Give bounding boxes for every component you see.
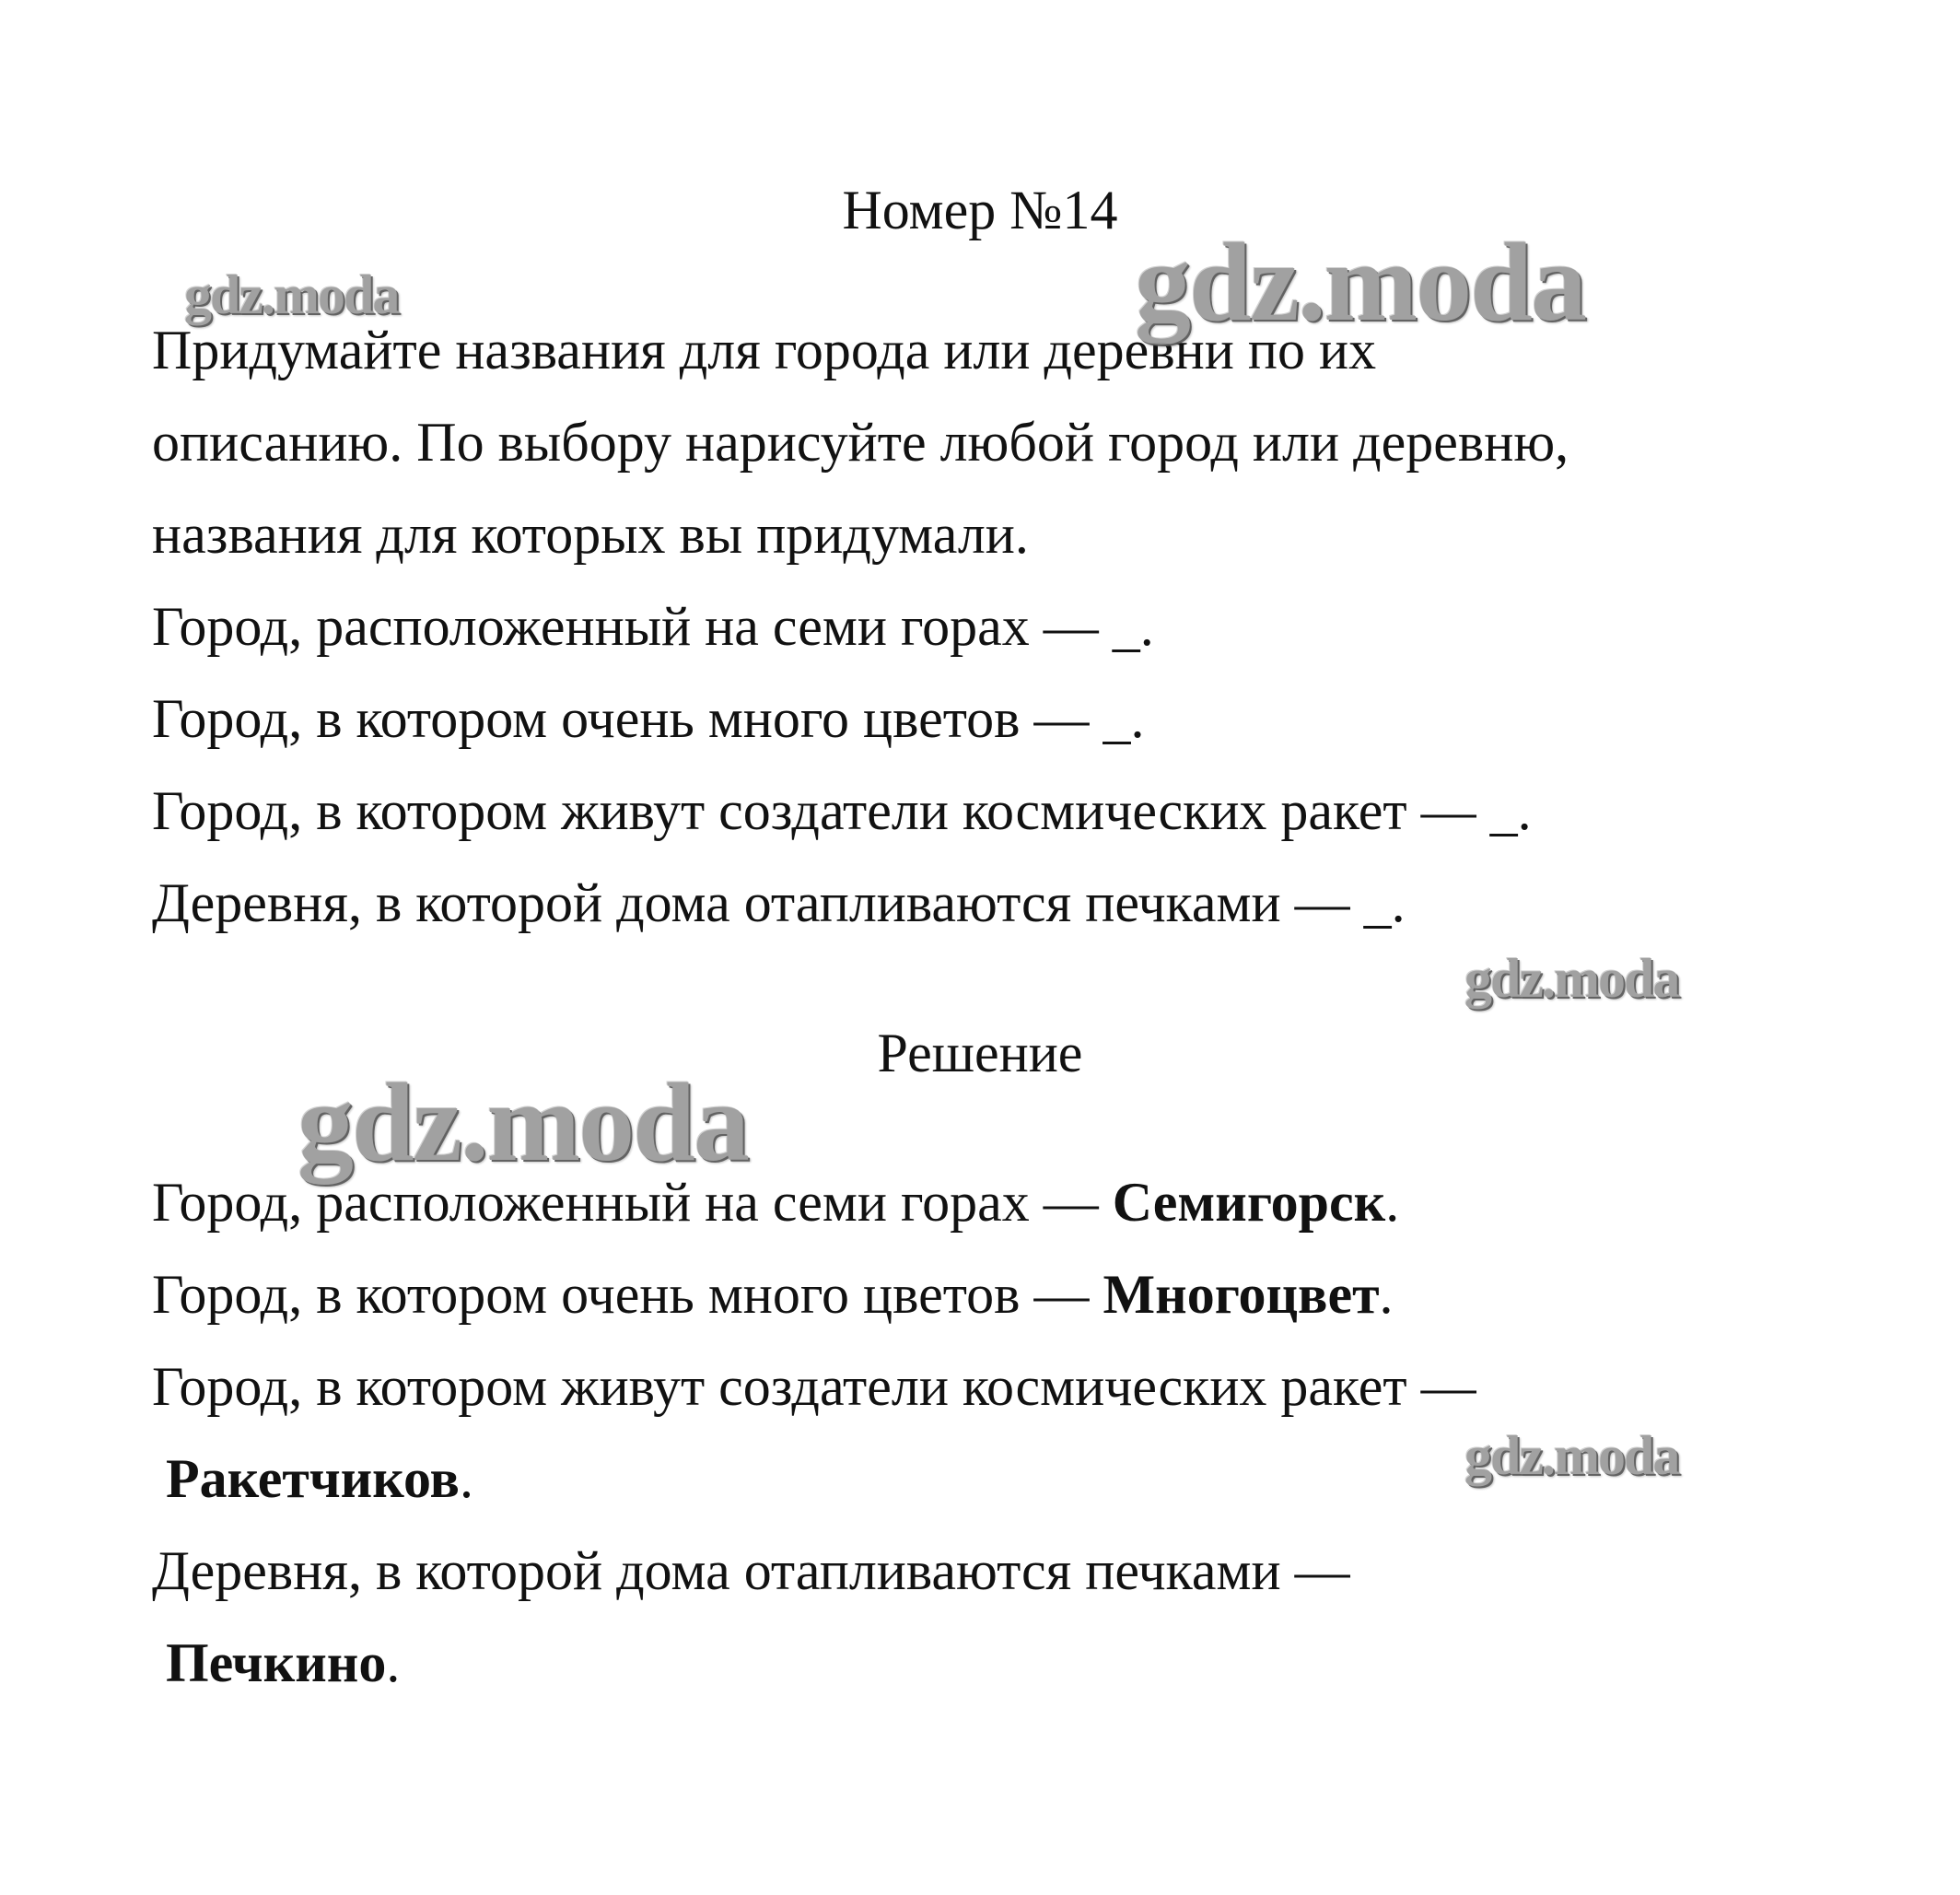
solution-prefix: Город, расположенный на семи горах — (152, 1172, 1113, 1233)
task-line-5: Город, в котором очень много цветов — _. (152, 688, 1145, 749)
task-line-2: описанию. По выбору нарисуйте любой город или деревню, (152, 412, 1569, 473)
task-line-3: названия для которых вы придумали. (152, 504, 1029, 565)
watermark-logo: gdz.moda (184, 264, 399, 325)
task-line-1: Придумайте названия для города или деревни по их (152, 320, 1377, 380)
watermark-logo: gdz.moda (1464, 948, 1679, 1009)
solution-line-4-answer (166, 1631, 400, 1695)
solution-prefix: Деревня, в которой дома отапливаются печками — (152, 1540, 1350, 1601)
watermark-logo: gdz.moda (1135, 220, 1585, 345)
watermark-logo: gdz.moda (1464, 1425, 1679, 1486)
solution-heading: Решение (877, 1023, 1083, 1083)
solution-suffix: . (386, 1632, 401, 1693)
solution-line-3 (152, 1354, 1476, 1419)
task-line-4: Город, расположенный на семи горах — _. (152, 596, 1154, 657)
solution-answer: Многоцвет (1102, 1264, 1380, 1325)
solution-answer: Печкино (166, 1632, 387, 1693)
solution-suffix: . (1379, 1264, 1394, 1325)
task-line-7: Деревня, в которой дома отапливаются печками — _. (152, 872, 1406, 933)
solution-answer: Семигорск (1112, 1172, 1386, 1233)
solution-line-3-answer (166, 1446, 473, 1511)
solution-suffix: . (1385, 1172, 1400, 1233)
page-title: Номер №14 (842, 180, 1118, 240)
solution-suffix: . (459, 1448, 473, 1509)
solution-prefix: Город, в котором очень много цветов — (152, 1264, 1103, 1325)
solution-line-2 (152, 1262, 1394, 1327)
solution-line-4 (152, 1538, 1350, 1603)
watermark-logo: gdz.moda (298, 1060, 748, 1185)
task-line-6: Город, в котором живут создатели космических ракет — _. (152, 780, 1532, 841)
solution-answer: Ракетчиков (166, 1448, 460, 1509)
solution-prefix: Город, в котором живут создатели космических ракет — (152, 1356, 1476, 1417)
